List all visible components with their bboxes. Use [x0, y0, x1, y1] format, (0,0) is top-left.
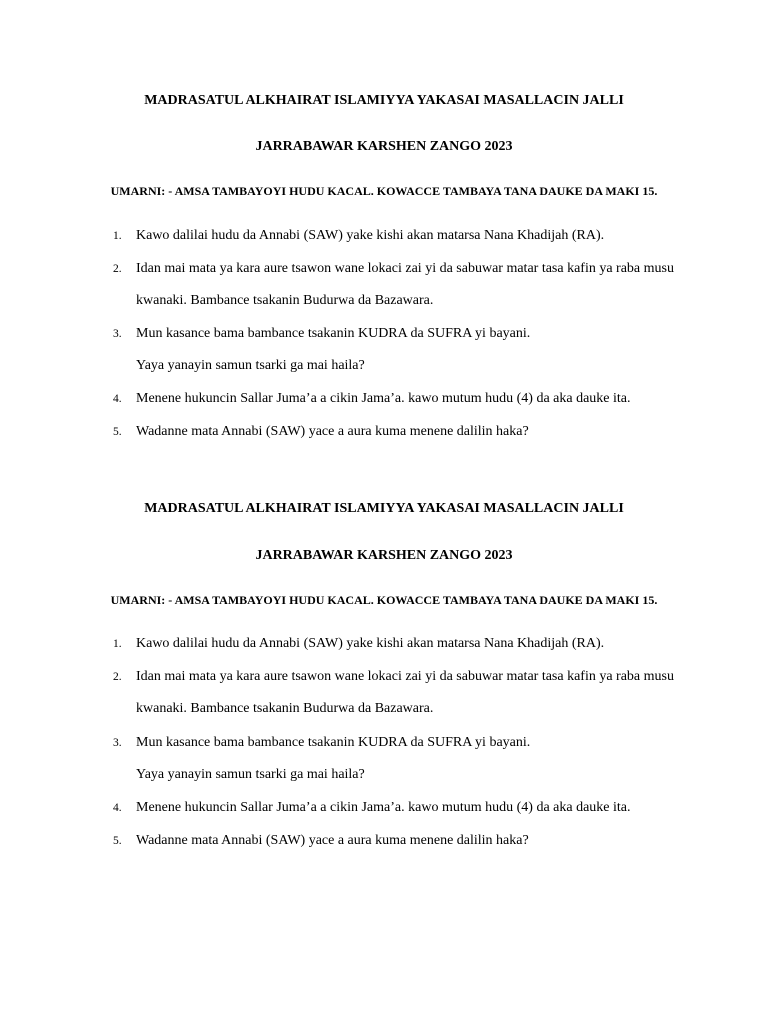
question-text-continued: Yaya yanayin samun tsarki ga mai haila?: [136, 358, 365, 373]
school-name: MADRASATUL ALKHAIRAT ISLAMIYYA YAKASAI MASALLACIN JALLI: [144, 93, 624, 108]
question-text: Mun kasance bama bambance tsakanin KUDRA da SUFRA yi bayani.: [136, 326, 531, 341]
question-number: 5.: [113, 835, 122, 847]
question-text-continued: kwanaki. Bambance tsakanin Budurwa da Bazawara.: [136, 701, 434, 716]
question-text: Mun kasance bama bambance tsakanin KUDRA da SUFRA yi bayani.: [136, 735, 531, 750]
question-number: 1.: [113, 230, 122, 242]
question-number: 3.: [113, 328, 122, 340]
exam-instructions: UMARNI: - AMSA TAMBAYOYI HUDU KACAL. KOWACCE TAMBAYA TANA DAUKE DA MAKI 15.: [110, 593, 658, 607]
exam-instructions: UMARNI: - AMSA TAMBAYOYI HUDU KACAL. KOWACCE TAMBAYA TANA DAUKE DA MAKI 15.: [110, 184, 658, 198]
question-text-continued: Yaya yanayin samun tsarki ga mai haila?: [136, 767, 365, 782]
question-number: 2.: [113, 263, 122, 275]
question-text: Menene hukuncin Sallar Juma’a a cikin Jama’a. kawo mutum hudu (4) da aka dauke ita.: [136, 800, 631, 815]
question-number: 2.: [113, 671, 122, 683]
exam-title: JARRABAWAR KARSHEN ZANGO 2023: [255, 139, 513, 154]
question-text: Idan mai mata ya kara aure tsawon wane lokaci zai yi da sabuwar matar tasa kafin ya raba musu: [136, 669, 674, 684]
question-text: Kawo dalilai hudu da Annabi (SAW) yake kishi akan matarsa Nana Khadijah (RA).: [136, 636, 605, 651]
question-text: Kawo dalilai hudu da Annabi (SAW) yake kishi akan matarsa Nana Khadijah (RA).: [136, 228, 605, 243]
question-text-continued: kwanaki. Bambance tsakanin Budurwa da Bazawara.: [136, 293, 434, 308]
question-number: 1.: [113, 638, 122, 650]
question-number: 3.: [113, 737, 122, 749]
question-text: Wadanne mata Annabi (SAW) yace a aura kuma menene dalilin haka?: [136, 833, 529, 848]
question-text: Menene hukuncin Sallar Juma’a a cikin Jama’a. kawo mutum hudu (4) da aka dauke ita.: [136, 391, 631, 406]
question-number: 5.: [113, 426, 122, 438]
exam-title: JARRABAWAR KARSHEN ZANGO 2023: [255, 548, 513, 563]
question-number: 4.: [113, 393, 122, 405]
school-name: MADRASATUL ALKHAIRAT ISLAMIYYA YAKASAI MASALLACIN JALLI: [144, 501, 624, 516]
question-text: Wadanne mata Annabi (SAW) yace a aura kuma menene dalilin haka?: [136, 424, 529, 439]
question-number: 4.: [113, 802, 122, 814]
question-text: Idan mai mata ya kara aure tsawon wane lokaci zai yi da sabuwar matar tasa kafin ya raba musu: [136, 261, 674, 276]
